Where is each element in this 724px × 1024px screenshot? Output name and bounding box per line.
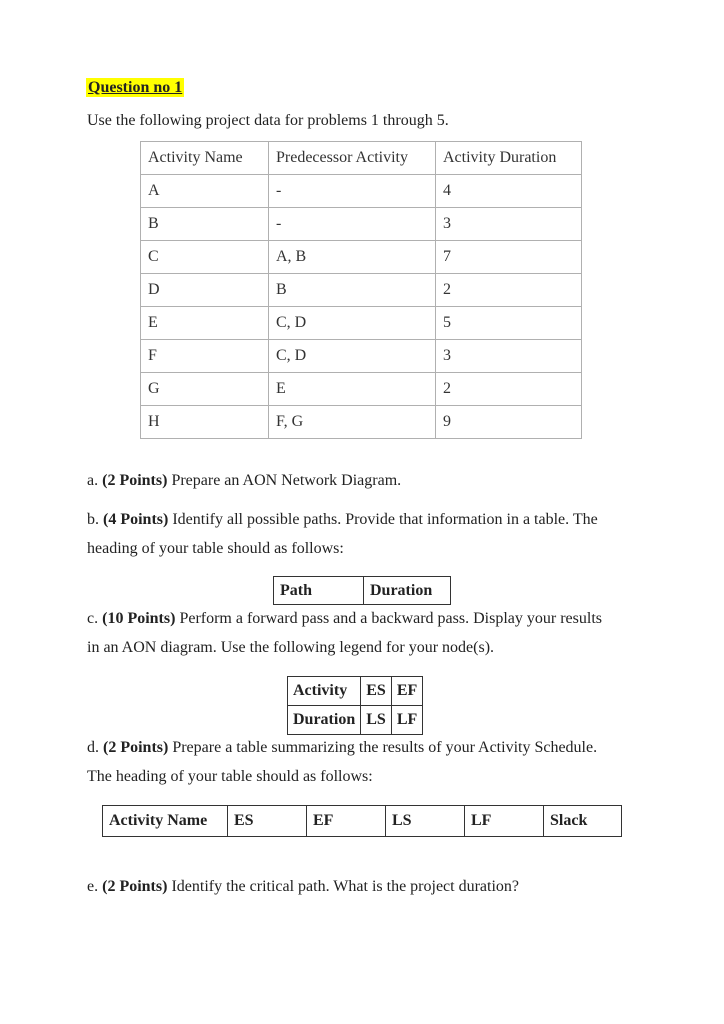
legend-es: ES: [361, 677, 392, 706]
legend-lf: LF: [391, 706, 422, 735]
legend-activity: Activity: [288, 677, 361, 706]
part-c-text-1: Perform a forward pass and a backward pass. Display your results: [179, 610, 602, 627]
table-cell: 3: [436, 208, 582, 241]
legend-ls: LS: [361, 706, 392, 735]
table-cell: -: [269, 208, 436, 241]
table-cell: 9: [436, 406, 582, 439]
schedule-table-header: [103, 806, 622, 837]
part-c: [87, 609, 602, 629]
table-cell: D: [141, 274, 269, 307]
table-row: [141, 208, 582, 241]
part-d-text-1: Prepare a table summarizing the results of your Activity Schedule.: [172, 739, 598, 756]
schedule-header-slack: Slack: [544, 806, 622, 837]
table-cell: 3: [436, 340, 582, 373]
part-e-text: Identify the critical path. What is the project duration?: [171, 878, 520, 895]
table-cell: 2: [436, 373, 582, 406]
schedule-table: [102, 805, 622, 837]
table-cell: A, B: [269, 241, 436, 274]
table-cell: F, G: [269, 406, 436, 439]
node-legend-table: [287, 676, 423, 735]
path-table-header: [274, 577, 451, 605]
schedule-header-ls: LS: [386, 806, 465, 837]
table-cell: 4: [436, 175, 582, 208]
intro-text: Use the following project data for problems 1 through 5.: [87, 112, 449, 129]
table-cell: 7: [436, 241, 582, 274]
table-cell: A: [141, 175, 269, 208]
table-cell: 5: [436, 307, 582, 340]
table-cell: C, D: [269, 340, 436, 373]
table-cell: G: [141, 373, 269, 406]
table-cell: E: [141, 307, 269, 340]
part-b-text-2: heading of your table should as follows:: [87, 540, 344, 557]
legend-row-2: [288, 706, 423, 735]
part-c-label: c.: [87, 610, 99, 627]
part-b-text-1: Identify all possible paths. Provide that information in a table. The: [172, 511, 598, 528]
table-row: [141, 307, 582, 340]
part-a-points: (2 Points): [102, 472, 168, 489]
part-d-points: (2 Points): [103, 739, 169, 756]
table-row: [141, 373, 582, 406]
schedule-header-es: ES: [228, 806, 307, 837]
duration-header: Duration: [364, 577, 451, 605]
part-d: [87, 738, 597, 758]
question-title: Question no 1: [88, 79, 183, 96]
table-cell: 2: [436, 274, 582, 307]
table-cell: H: [141, 406, 269, 439]
project-header-cell: Activity Duration: [436, 142, 582, 175]
path-table: [273, 576, 451, 605]
table-row: [141, 406, 582, 439]
legend-duration: Duration: [288, 706, 361, 735]
project-table-header: [141, 142, 582, 175]
table-row: [141, 274, 582, 307]
part-c-text-2: in an AON diagram. Use the following legend for your node(s).: [87, 639, 495, 656]
project-data-table: [140, 141, 582, 439]
table-cell: E: [269, 373, 436, 406]
schedule-header-ef: EF: [307, 806, 386, 837]
part-b-points: (4 Points): [103, 511, 169, 528]
part-c-points: (10 Points): [102, 610, 176, 627]
part-a-text: Prepare an AON Network Diagram.: [171, 472, 402, 489]
table-cell: C: [141, 241, 269, 274]
legend-ef: EF: [391, 677, 422, 706]
schedule-header-lf: LF: [465, 806, 544, 837]
schedule-header-activity: Activity Name: [103, 806, 228, 837]
path-header: Path: [274, 577, 364, 605]
table-row: [141, 241, 582, 274]
part-e: [87, 877, 519, 897]
project-header-cell: Activity Name: [141, 142, 269, 175]
table-row: [141, 175, 582, 208]
table-cell: B: [269, 274, 436, 307]
part-b: [87, 510, 598, 530]
part-b-label: b.: [87, 511, 99, 528]
table-row: [141, 340, 582, 373]
project-header-cell: Predecessor Activity: [269, 142, 436, 175]
part-e-label: e.: [87, 878, 99, 895]
legend-row-1: [288, 677, 423, 706]
part-d-label: d.: [87, 739, 99, 756]
table-cell: C, D: [269, 307, 436, 340]
table-cell: -: [269, 175, 436, 208]
part-a: [87, 471, 401, 491]
part-e-points: (2 Points): [102, 878, 168, 895]
table-cell: B: [141, 208, 269, 241]
part-a-label: a.: [87, 472, 99, 489]
part-d-text-2: The heading of your table should as follows:: [87, 768, 373, 785]
table-cell: F: [141, 340, 269, 373]
